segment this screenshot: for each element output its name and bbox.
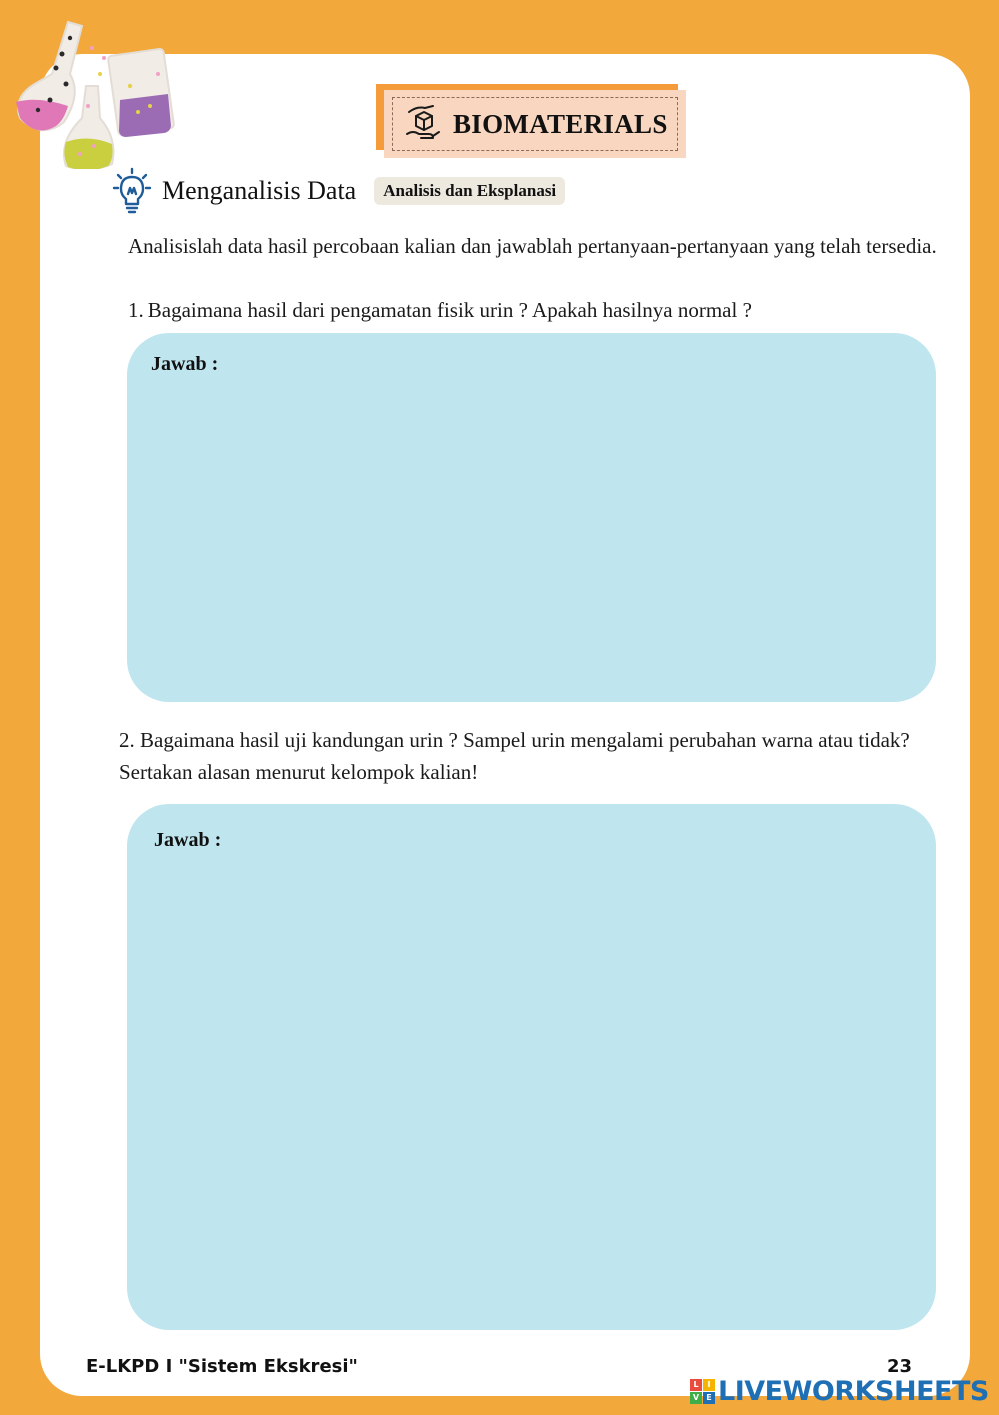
page-number: 23 (887, 1356, 913, 1377)
title-banner-box (384, 90, 686, 158)
question-1-number: 1. (128, 298, 144, 322)
liveworksheets-watermark (690, 1374, 989, 1408)
logo-letter-e: E (703, 1392, 715, 1404)
question-1 (128, 294, 938, 326)
liveworksheets-text: LIVEWORKSHEETS (718, 1375, 989, 1407)
page-title: BIOMATERIALS (453, 108, 668, 139)
liveworksheets-logo-icon (690, 1379, 715, 1404)
answer-label-1: Jawab : (151, 353, 219, 375)
section-heading (112, 165, 565, 217)
question-1-text: Bagaimana hasil dari pengamatan fisik urin ? Apakah hasilnya normal ? (147, 298, 752, 322)
laboratory-flasks-illustration (8, 14, 178, 169)
logo-letter-l: L (690, 1379, 702, 1391)
logo-letter-i: I (703, 1379, 715, 1391)
title-banner (376, 84, 686, 158)
instructions-text: Analisislah data hasil percobaan kalian dan jawablah pertanyaan-pertanyaan yang telah tersedia. (128, 234, 937, 258)
footer-title: E-LKPD I "Sistem Ekskresi" (86, 1356, 358, 1377)
answer-box-2[interactable] (127, 804, 936, 1330)
title-banner-frame (392, 97, 678, 151)
logo-letter-v: V (690, 1392, 702, 1404)
hands-box-icon (403, 104, 441, 144)
lightbulb-icon (112, 166, 152, 216)
answer-label-2: Jawab : (154, 829, 222, 851)
section-tag: Analisis dan Eksplanasi (374, 177, 565, 205)
question-2-text: 2. Bagaimana hasil uji kandungan urin ? Sampel urin mengalami perubahan warna atau tidak? Sertakan alasan menurut kelompok kalian! (119, 728, 910, 784)
answer-box-1[interactable] (127, 333, 936, 702)
section-title: Menganalisis Data (162, 176, 357, 205)
